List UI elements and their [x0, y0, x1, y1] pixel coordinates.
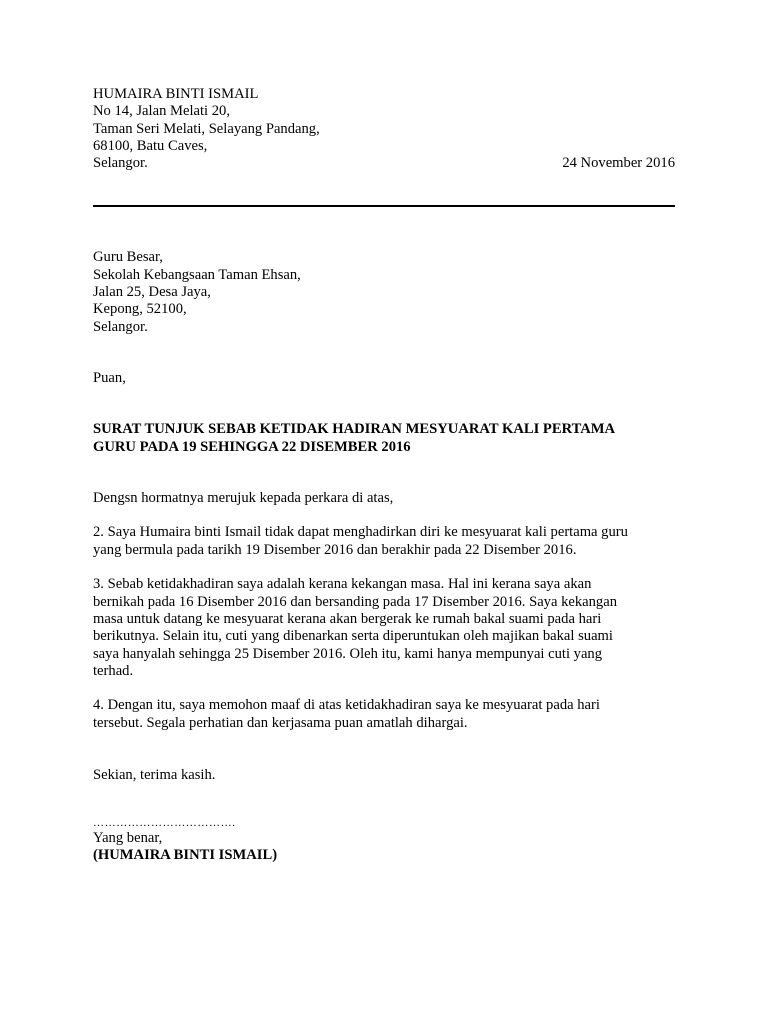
- paragraph-line: saya hanyalah sehingga 25 Disember 2016. Oleh itu, kami hanya mempunyai cuti yang: [93, 645, 603, 662]
- recipient-address-line: Jalan 25, Desa Jaya,: [93, 284, 211, 301]
- recipient-title: Guru Besar,: [93, 249, 163, 266]
- paragraph-line: 3. Sebab ketidakhadiran saya adalah kerana kekangan masa. Hal ini kerana saya akan: [93, 576, 592, 593]
- valediction: Yang benar,: [93, 829, 163, 846]
- subject-line: SURAT TUNJUK SEBAB KETIDAK HADIRAN MESYUARAT KALI PERTAMA: [93, 421, 616, 438]
- signature-block: [93, 830, 675, 865]
- letter: [93, 86, 675, 865]
- closing-text: Sekian, terima kasih.: [93, 766, 216, 783]
- sender-name: HUMAIRA BINTI ISMAIL: [93, 86, 259, 102]
- sender-address-line: No 14, Jalan Melati 20,: [93, 103, 230, 120]
- paragraph-line: 4. Dengan itu, saya memohon maaf di atas ketidakhadiran saya ke mesyuarat pada hari: [93, 697, 600, 714]
- subject-heading: [93, 421, 675, 456]
- subject-line: GURU PADA 19 SEHINGGA 22 DISEMBER 2016: [93, 438, 411, 455]
- recipient-address-line: Selangor.: [93, 318, 148, 335]
- paragraph-line: masa untuk datang ke mesyuarat kerana akan bergerak ke rumah bakal suami pada hari: [93, 610, 602, 627]
- recipient-block: [93, 249, 675, 335]
- salutation: [93, 370, 675, 387]
- paragraph-2: [93, 524, 675, 559]
- letter-date: 24 November 2016: [562, 155, 675, 172]
- paragraph-line: tersebut. Segala perhatian dan kerjasama puan amatlah dihargai.: [93, 714, 468, 731]
- signatory-name: (HUMAIRA BINTI ISMAIL): [93, 847, 278, 864]
- paragraph-line: bernikah pada 16 Disember 2016 dan bersanding pada 17 Disember 2016. Saya kekangan: [93, 593, 618, 610]
- signature-line: ……………………………….: [93, 816, 236, 829]
- sender-block: [93, 86, 675, 172]
- closing: [93, 767, 675, 784]
- recipient-address-line: Kepong, 52100,: [93, 301, 187, 318]
- paragraph-line: 2. Saya Humaira binti Ismail tidak dapat menghadirkan diri ke mesyuarat kali pertama guru: [93, 524, 628, 541]
- recipient-address-line: Sekolah Kebangsaan Taman Ehsan,: [93, 266, 301, 283]
- paragraph-line: berikutnya. Selain itu, cuti yang dibenarkan serta diperuntukan oleh majikan bakal suami: [93, 628, 613, 645]
- paragraph-line: terhad.: [93, 662, 134, 679]
- opening-text: Dengsn hormatnya merujuk kepada perkara di atas,: [93, 489, 394, 506]
- sender-address-line: Selangor.: [93, 155, 148, 172]
- sender-address-line: 68100, Batu Caves,: [93, 137, 208, 154]
- paragraph-4: [93, 697, 675, 732]
- opening-paragraph: [93, 490, 675, 507]
- paragraph-line: yang bermula pada tarikh 19 Disember 2016 dan berakhir pada 22 Disember 2016.: [93, 541, 577, 558]
- sender-address-line: Taman Seri Melati, Selayang Pandang,: [93, 120, 320, 137]
- salutation-text: Puan,: [93, 369, 126, 386]
- paragraph-3: [93, 576, 675, 680]
- header-divider: [93, 205, 675, 207]
